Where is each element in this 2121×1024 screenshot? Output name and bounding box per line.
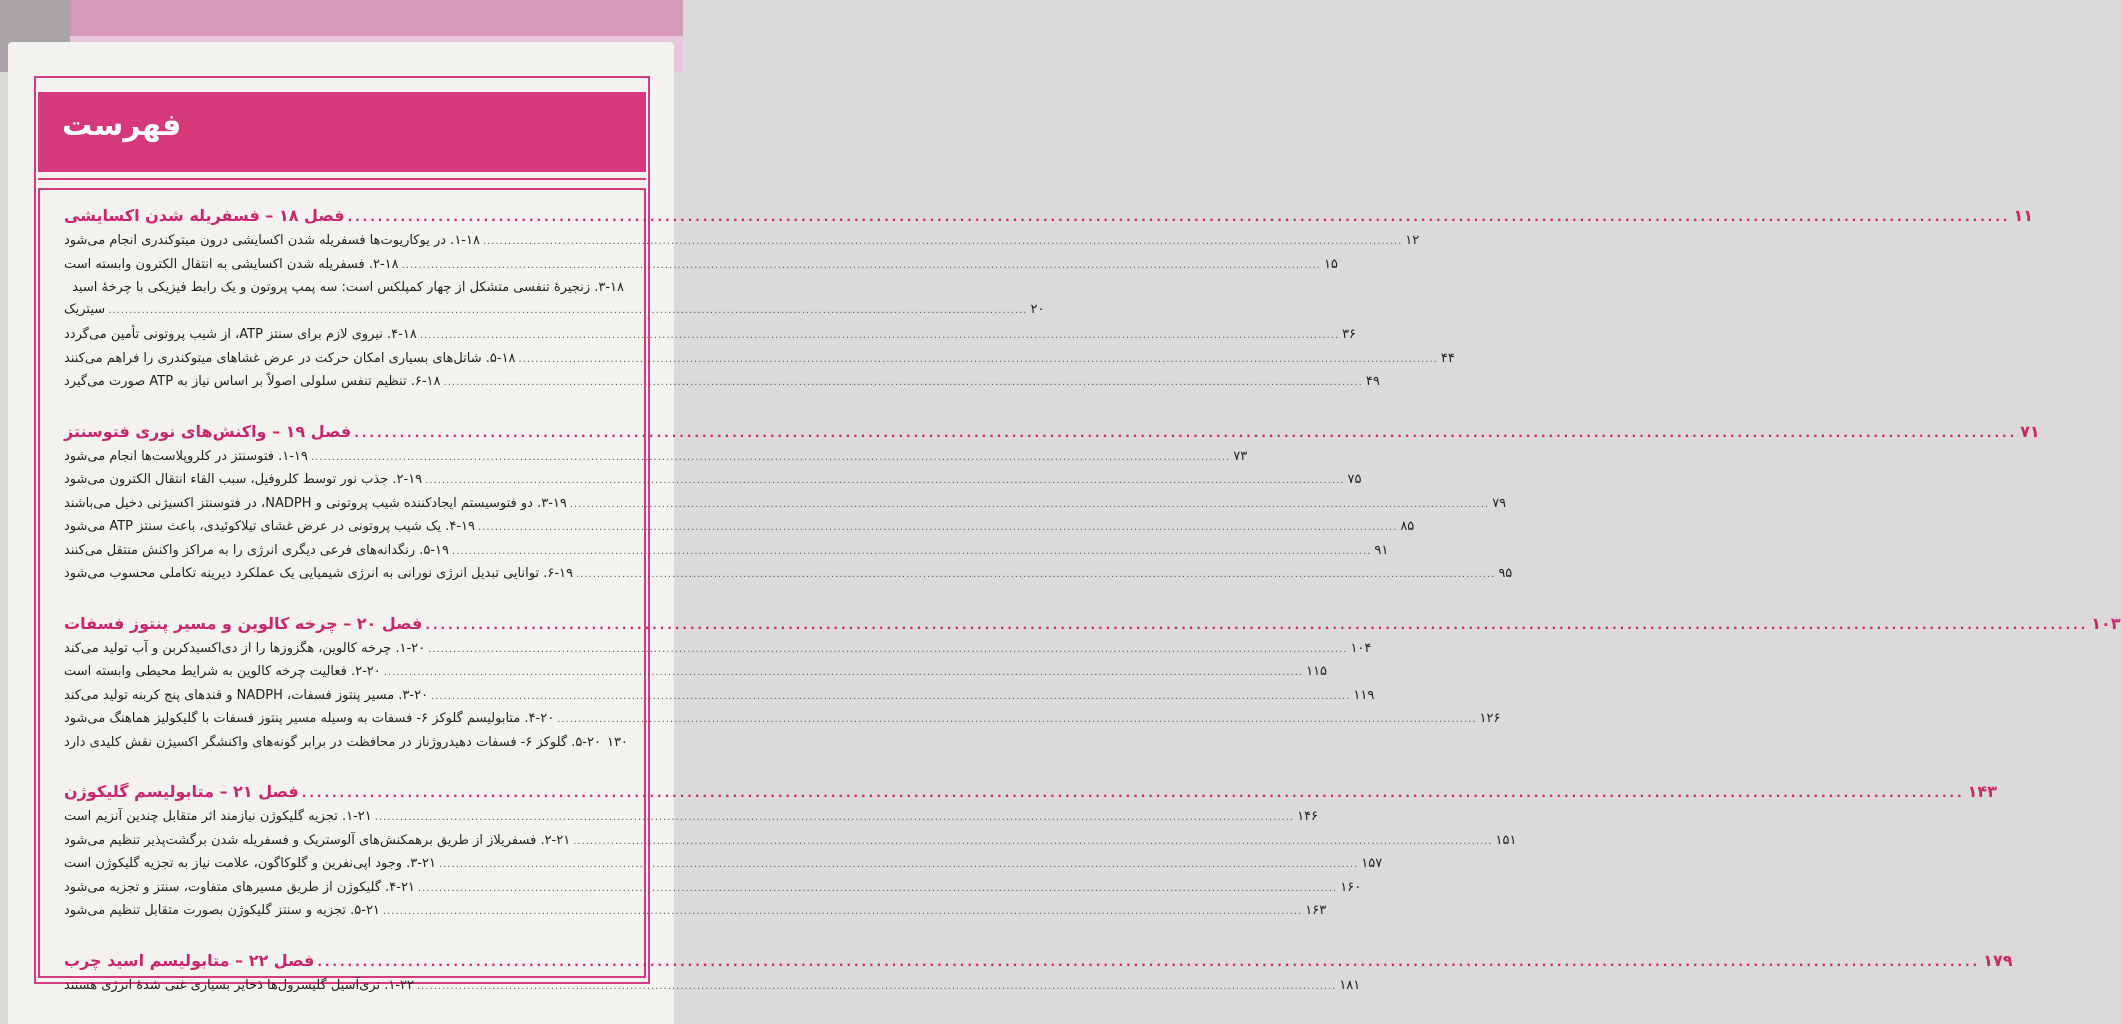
toc-entry: [64, 519, 1415, 534]
entry-text: ۲-۱۸. فسفریله شدن اکسایشی به انتقال الکترون وابسته است: [64, 256, 399, 272]
leader-dots: ............................................................................................................................................................................................................................: [518, 353, 1438, 365]
leader-dots: ............................................................................................................................................................................................................................: [478, 522, 1398, 533]
toc-entry: [64, 687, 1375, 703]
chapter-page: ۱۴۳: [1967, 782, 1997, 801]
leader-dots: ............................................................................................................................................................................................................................: [419, 330, 1340, 341]
entry-page: ۱۲: [1405, 233, 1420, 248]
entry-page: ۱۴۶: [1297, 809, 1319, 824]
entry-text: ۱-۱۸. در یوکاریوت‌ها فسفریله شدن اکسایشی درون میتوکندری انجام می‌شود: [64, 233, 480, 248]
cover-edge-dark: [70, 0, 683, 36]
entry-text: ۵-۱۹. رنگدانه‌های فرعی دیگری انرژی را به مراکز واکنش منتقل می‌کنند: [64, 542, 450, 558]
entry-page: ۴۴: [1440, 350, 1455, 366]
leader-dots: ............................................................................................................................................................................................................................: [401, 259, 1321, 271]
entry-page: ۲۰: [1030, 302, 1045, 317]
entry-page: ۷۵: [1347, 472, 1362, 487]
leader-dots: ............................................................................................................................................................................................................................: [573, 835, 1493, 847]
entry-page: ۷۳: [1233, 448, 1248, 464]
leader-dots: ............................................................................................................................................................................................................................: [575, 569, 1496, 580]
entry-text: ۳-۲۱. وجود اپی‌نفرین و گلوکاگون، علامت نیاز به تجزیه گلیکوژن است: [64, 856, 436, 871]
entry-text: ۴-۱۸. نیروی لازم برای سنتز ATP، از شیب پروتونی تأمین می‌گردد: [64, 327, 417, 342]
toc-entry: [64, 448, 1248, 464]
leader-dots: ............................................................................................................................................................................................................................: [425, 475, 1345, 486]
entry-text: ۵-۲۰. گلوکز ۶- فسفات دهیدروژناز در محافظت در برابر گونه‌های واکنشگر اکسیژن نقش کلیدی دارد: [64, 734, 601, 750]
chapter-row: [64, 950, 2013, 970]
toc-entry: [64, 542, 1389, 558]
leader-dots: ............................................................................................................................................................................................................................: [383, 667, 1304, 678]
leader-dots: ............................................................................................................................................................................................................................: [425, 617, 2089, 632]
entry-text: ۱-۱۹. فتوسنتز در کلروپلاست‌ها انجام می‌شود: [64, 448, 308, 464]
chapter-row: [64, 782, 1997, 801]
toc-entry: [64, 809, 1319, 824]
chapter-title: فصل ۲۲ – متابولیسم اسید چرب: [64, 950, 315, 970]
toc-entry: [64, 374, 1380, 389]
entry-text: ۵-۱۸. شاتل‌های بسیاری امکان حرکت در عرض غشاهای میتوکندری را فراهم می‌کنند: [64, 350, 516, 366]
leader-dots: ............................................................................................................................................................................................................................: [347, 210, 2011, 224]
entry-page: ۱۲۶: [1479, 711, 1501, 726]
chapter-row: [64, 206, 2033, 225]
leader-dots: ............................................................................................................................................................................................................................: [438, 859, 1359, 870]
leader-dots: ............................................................................................................................................................................................................................: [108, 305, 1028, 316]
leader-dots: ............................................................................................................................................................................................................................: [317, 954, 1981, 969]
entry-page: ۳۶: [1342, 327, 1357, 342]
leader-dots: ............................................................................................................................................................................................................................: [431, 690, 1351, 702]
entry-text: ۳-۱۹. دو فتوسیستم ایجادکننده شیب پروتونی و NADPH، در فتوسنتز اکسیژنی دخیل می‌باشند: [64, 495, 567, 511]
entry-page: ۴۹: [1365, 374, 1380, 389]
entry-text: ۵-۲۱. تجزیه و سنتز گلیکوژن بصورت متقابل تنظیم می‌شود: [64, 903, 380, 918]
toc-entry: [64, 472, 1362, 487]
leader-dots: ............................................................................................................................................................................................................................: [310, 451, 1231, 463]
chapter-page: ۱۰۳: [2091, 613, 2121, 633]
entry-page: ۷۹: [1492, 495, 1507, 511]
entry-page: ۱۰۴: [1350, 640, 1372, 656]
entry-page: ۱۵: [1323, 256, 1338, 272]
chapter-title: فصل ۲۰ – چرخه کالوین و مسیر پنتوز فسفات: [64, 613, 423, 633]
toc-entry: [64, 640, 1372, 656]
leader-dots: ............................................................................................................................................................................................................................: [374, 812, 1295, 823]
entry-page: ۹۱: [1374, 542, 1389, 558]
entry-text: ۱-۲۰. چرخه کالوین، هگزوزها را از دی‌اکسیدکربن و آب تولید می‌کند: [64, 640, 426, 656]
leader-dots: ............................................................................................................................................................................................................................: [301, 786, 1965, 800]
entry-text: ۶-۱۹. توانایی تبدیل انرژی نورانی به انرژی شیمیایی یک عملکرد دیرینه تکاملی محسوب می‌شود: [64, 566, 573, 581]
leader-dots: ............................................................................................................................................................................................................................: [557, 714, 1477, 725]
heading-rule: [38, 178, 646, 180]
entry-page: ۱۶۳: [1305, 903, 1327, 918]
leader-dots: ............................................................................................................................................................................................................................: [354, 425, 2018, 440]
entry-text: ۴-۱۹. یک شیب پروتونی در عرض غشای تیلاکوئیدی، باعث سنتز ATP می‌شود: [64, 519, 475, 534]
entry-page: ۱۱۵: [1306, 664, 1328, 679]
chapter-page: ۷۱: [2020, 421, 2040, 441]
entry-page: ۹۵: [1498, 566, 1513, 581]
entry-text: ۶-۱۸. تنظیم تنفس سلولی اصولاً بر اساس نیاز به ATP صورت می‌گیرد: [64, 374, 441, 389]
chapter-title: فصل ۲۱ – متابولیسم گلیکوژن: [64, 782, 299, 801]
toc-entry: [64, 664, 1328, 679]
leader-dots: ............................................................................................................................................................................................................................: [382, 906, 1303, 917]
entry-text: ۲-۲۱. فسفریلاز از طریق برهمکنش‌های آلوستریک و فسفریله شدن برگشت‌پذیر تنظیم می‌شود: [64, 832, 571, 848]
leader-dots: ............................................................................................................................................................................................................................: [569, 498, 1490, 510]
toc-entry: [64, 350, 1455, 366]
toc-entry: [64, 327, 1357, 342]
chapter-row: [64, 421, 2040, 441]
page-title: فهرست: [62, 108, 182, 143]
entry-page: ۱۵۷: [1361, 856, 1383, 871]
toc-entry: [64, 879, 1362, 895]
leader-dots: ............................................................................................................................................................................................................................: [452, 545, 1372, 557]
toc-entry: [64, 566, 1513, 581]
toc-entry: [64, 233, 1420, 248]
entry-page: ۱۶۰: [1340, 879, 1362, 895]
toc-entry: [64, 302, 1045, 317]
toc-entry: [64, 903, 1327, 918]
toc-entry: [64, 856, 1383, 871]
entry-page: ۱۵۱: [1495, 832, 1517, 848]
chapter-title: فصل ۱۸ – فسفریله شدن اکسایشی: [64, 206, 345, 225]
entry-text: ۱-۲۱. تجزیه گلیکوژن نیازمند اثر متقابل چندین آنزیم است: [64, 809, 372, 824]
entry-text: ۴-۲۱. گلیکوژن از طریق مسیرهای متفاوت، سنتز و تجزیه می‌شود: [64, 879, 415, 895]
entry-page: ۸۵: [1400, 519, 1415, 534]
entry-text: ۲-۲۰. فعالیت چرخه کالوین به شرایط محیطی وابسته است: [64, 664, 381, 679]
toc-entry: [64, 495, 1507, 511]
chapter-row: [64, 613, 2121, 633]
entry-text-continued: سیتریک: [64, 302, 106, 317]
toc-entry: [64, 832, 1517, 848]
entry-text: ۲-۱۹. جذب نور توسط کلروفیل، سبب القاء انتقال الکترون می‌شود: [64, 472, 423, 487]
entry-line: [64, 280, 624, 295]
chapter-page: ۱۷۹: [1983, 950, 2013, 970]
entry-page: ۱۳۰: [606, 734, 628, 750]
toc-entry: [64, 711, 1501, 726]
toc-entry: [64, 256, 1338, 272]
leader-dots: ............................................................................................................................................................................................................................: [417, 980, 1337, 992]
chapter-page: ۱۱: [2013, 206, 2033, 225]
entry-text: ۳-۱۸. زنجیرهٔ تنفسی متشکل از چهار کمپلکس است: سه پمپ پروتون و یک رابط فیزیکی با چرخهٔ اسید: [72, 280, 624, 295]
entry-text: ۳-۲۰. مسیر پنتوز فسفات، NADPH و قندهای پنج کربنه تولید می‌کند: [64, 687, 429, 703]
leader-dots: ............................................................................................................................................................................................................................: [417, 882, 1338, 894]
chapter-title: فصل ۱۹ – واکنش‌های نوری فتوسنتز: [64, 421, 352, 441]
leader-dots: ............................................................................................................................................................................................................................: [443, 377, 1363, 388]
toc-entry: [64, 734, 628, 750]
entry-text: ۴-۲۰. متابولیسم گلوکز ۶- فسفات به وسیله مسیر پنتوز فسفات با گلیکولیز هماهنگ می‌شود: [64, 711, 555, 726]
entry-page: ۱۸۱: [1339, 977, 1361, 993]
entry-text: ۱-۲۲. تری‌آسیل گلیسرول‌ها ذخایر بسیاری غنی شدهٔ انرژی هستند: [64, 977, 414, 993]
leader-dots: ............................................................................................................................................................................................................................: [428, 643, 1348, 655]
entry-page: ۱۱۹: [1353, 687, 1375, 703]
leader-dots: ............................................................................................................................................................................................................................: [482, 236, 1403, 247]
toc-entry: [64, 977, 1361, 993]
